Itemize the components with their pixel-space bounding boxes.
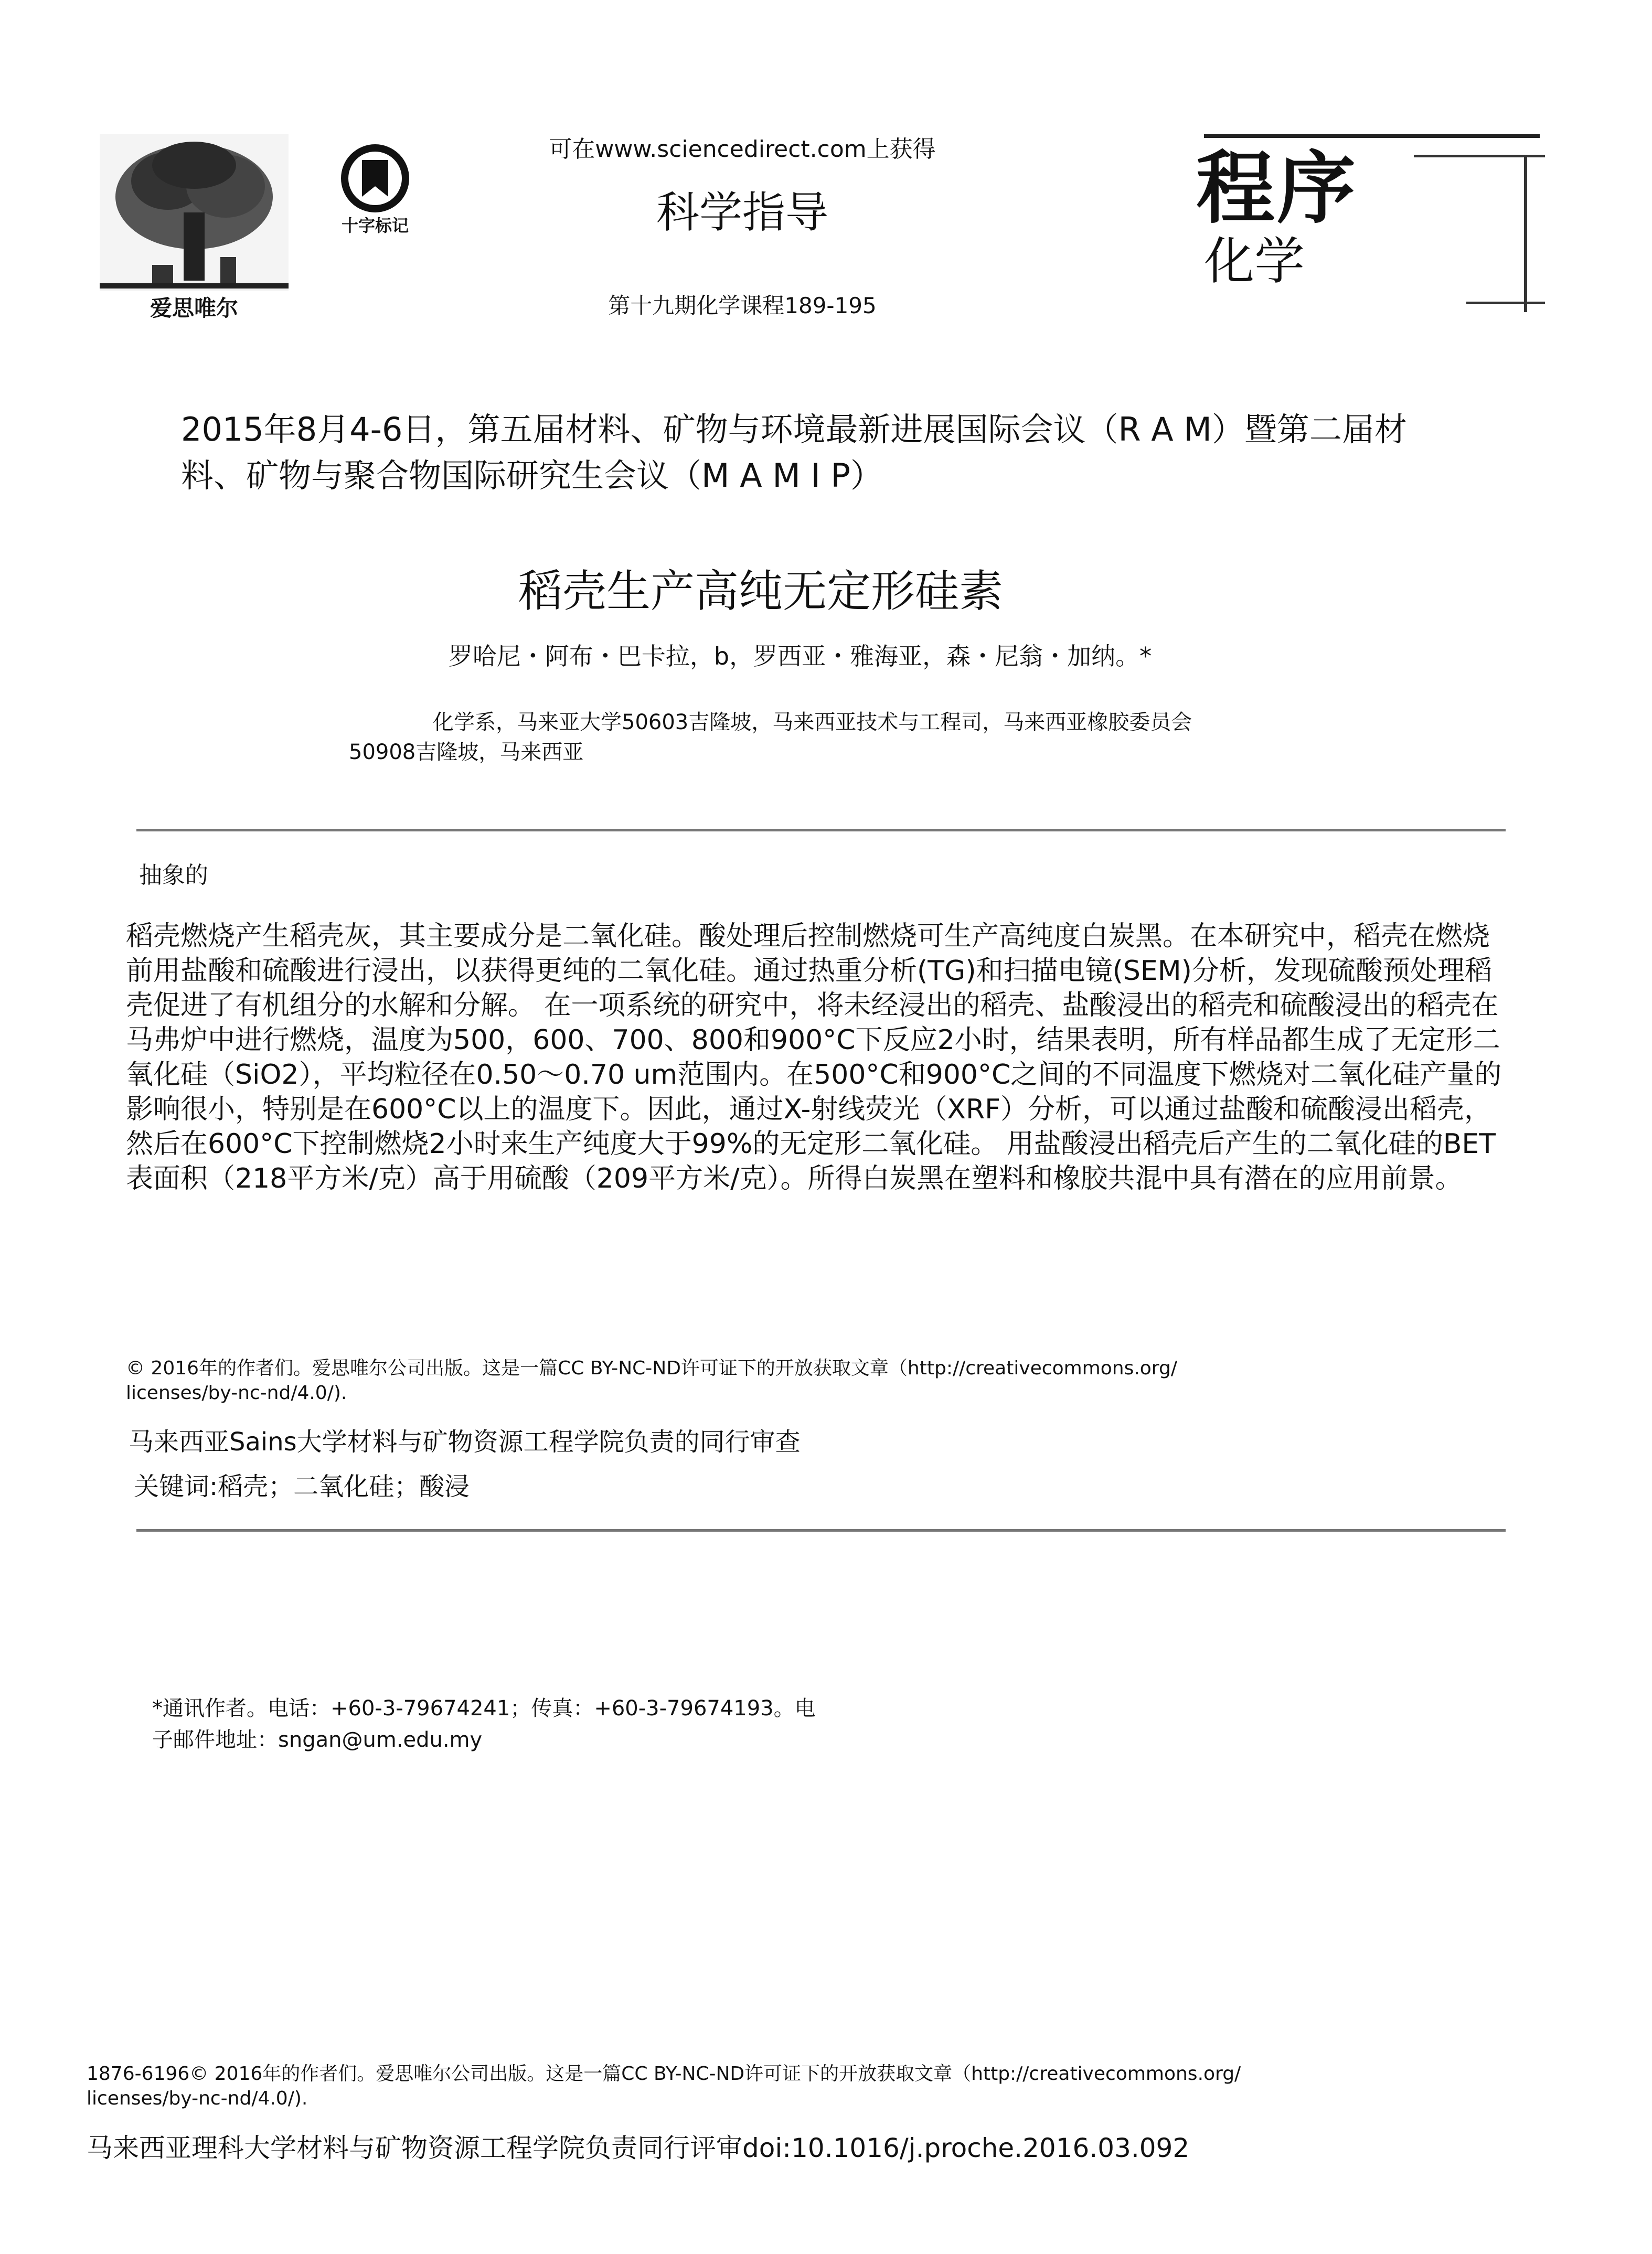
available-online: 可在www.sciencedirect.com上获得	[549, 136, 936, 163]
footer-copyright: licenses/by-nc-nd/4.0/).	[87, 2088, 308, 2109]
peer-review-statement: 马来西亚Sains大学材料与矿物资源工程学院负责的同行审查	[129, 1427, 801, 1457]
footer-doi[interactable]: 马来西亚理科大学材料与矿物资源工程学院负责同行评审doi:10.1016/j.proche.2016.03.092	[87, 2133, 1190, 2163]
brand-subtitle: 化学	[1204, 232, 1305, 291]
keywords: 关键词:稻壳；二氧化硅；酸浸	[134, 1472, 470, 1501]
author-list: 罗哈尼・阿布・巴卡拉，b，罗西亚・雅海亚，森・尼翁・加纳。*	[448, 642, 1152, 670]
brand-bottom-rule	[1466, 302, 1545, 304]
author-email[interactable]: 子邮件地址：sngan@um.edu.my	[152, 1728, 483, 1752]
affiliation-line: 化学系，马来亚大学50603吉隆坡，马来西亚技术与工程司，马来西亚橡胶委员会	[433, 710, 1192, 734]
publisher-name: 爱思唯尔	[150, 295, 238, 321]
abstract-label: 抽象的	[139, 862, 208, 889]
conference-info: 2015年8月4-6日，第五届材料、矿物与环境最新进展国际会议（R A M）暨第二届材料、矿物与聚合物国际研究生会议（M A M I P）	[181, 410, 1407, 495]
journal-name: 科学指导	[656, 188, 828, 238]
crossmark-label: 十字标记	[341, 216, 409, 236]
volume-info: 第十九期化学课程189-195	[608, 293, 877, 318]
article-title: 稻壳生产高纯无定形硅素	[518, 565, 1003, 617]
abstract-text: 稻壳燃烧产生稻壳灰，其主要成分是二氧化硅。酸处理后控制燃烧可生产高纯度白炭黑。在本研究中，稻壳在燃烧前用盐酸和硫酸进行浸出，以获得更纯的二氧化硅。通过热重分析(TG)和扫描电镜(SEM)分析，发现硫酸预处理稻壳促进了有机组分的水解和分解。 在一项系统的研究中，将未经浸出的稻壳、盐酸浸出的稻壳和硫酸浸出的稻壳在马弗炉中进行燃烧，温度为500，600、700、800和900°C下反应2小时，结果表明，所有样品都生成了无定形二氧化硅（SiO2），平均粒径在0.50～0.70 um范围内。在500°C和900°C之间的不同温度下燃烧对二氧化硅产量的影响很小，特别是在600°C以上的温度下。因此，通过X-射线荧光（XRF）分析，可以通过盐酸和硫酸浸出稻壳，然后在600°C下控制燃烧2小时来生产纯度大于99%的无定形二氧化硅。 用盐酸浸出稻壳后产生的二氧化硅的BET表面积（218平方米/克）高于用硫酸（209平方米/克）。所得白炭黑在塑料和橡胶共混中具有潜在的应用前景。	[126, 921, 1502, 1194]
copyright-line: © 2016年的作者们。爱思唯尔公司出版。这是一篇CC BY-NC-ND许可证下的开放获取文章（http://creativecommons.org/	[126, 1358, 1177, 1379]
footer-copyright: 1876-6196© 2016年的作者们。爱思唯尔公司出版。这是一篇CC BY-NC-ND许可证下的开放获取文章（http://creativecommons.org/	[87, 2063, 1241, 2085]
brand-side-rule	[1524, 155, 1527, 312]
divider	[136, 829, 1506, 831]
corresponding-author: *通讯作者。电话：+60-3-79674241；传真：+60-3-79674193。电	[152, 1696, 816, 1721]
divider	[136, 1529, 1506, 1532]
affiliation-line: 50908吉隆坡，马来西亚	[349, 740, 584, 764]
brand-top-rule	[1204, 134, 1540, 138]
brand-title: 程序	[1196, 143, 1358, 234]
copyright-line: licenses/by-nc-nd/4.0/).	[126, 1382, 347, 1404]
